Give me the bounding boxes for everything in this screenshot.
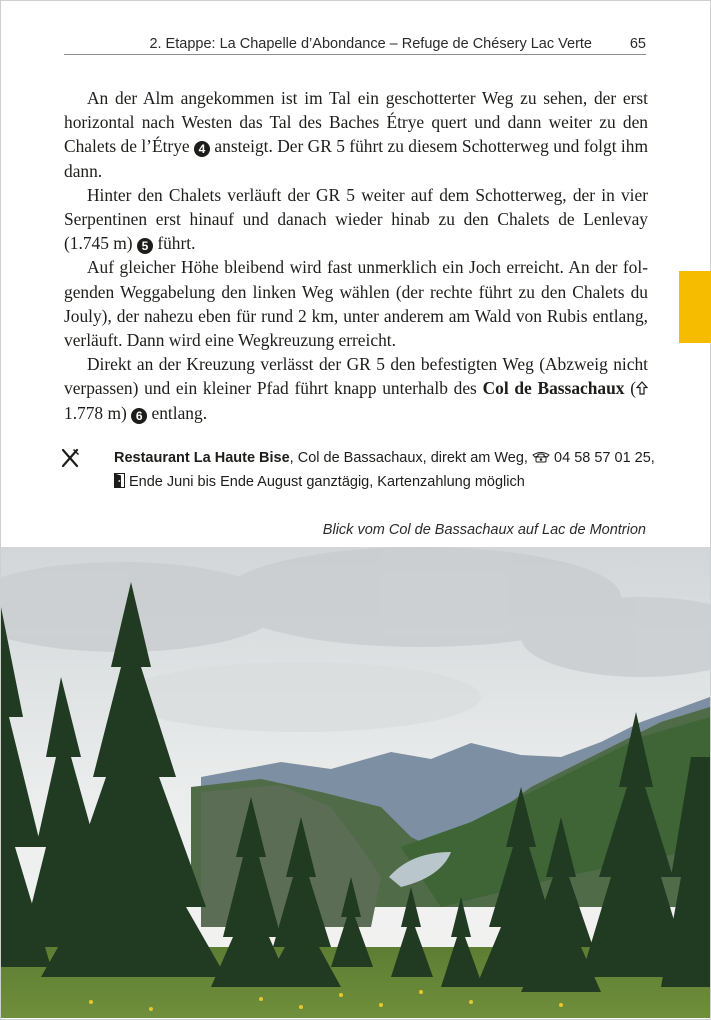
paragraph [64, 183, 648, 256]
info-line-1 [114, 446, 660, 470]
paragraph-text: führt. [157, 233, 196, 254]
paragraph [64, 86, 648, 183]
waypoint-marker: 5 [137, 238, 153, 254]
paragraph-text: Hinter den Chalets verläuft der GR 5 weiter auf dem Schotterweg, der in vier Serpentinen erst hinauf und danach wieder hinab zu den Chalets de Lenlevay (1.745 m) [64, 184, 648, 254]
info-line-2 [114, 470, 660, 494]
waypoint-marker: 4 [194, 141, 210, 157]
paragraph-text: ansteigt. Der GR 5 führt zu diesem Schotterweg und folgt ihm dann. [64, 136, 648, 181]
paragraph-text: Direkt an der Kreuzung verlässt der GR 5 den befestigten Weg (Abzweig nicht verpassen) und ein kleiner Pfad führt knapp unterhalb des [64, 354, 648, 399]
body-text [64, 86, 648, 425]
chapter-tab [679, 271, 711, 343]
photo-caption: Blick vom Col de Bassachaux auf Lac de Montrion [322, 522, 646, 538]
paren-open: ( [630, 378, 636, 399]
phone-icon [532, 451, 550, 463]
pass-name: Col de Bassachaux [482, 378, 625, 399]
paragraph-text: entlang. [151, 402, 208, 423]
landscape-illustration [1, 547, 710, 1018]
opening-hours-door-icon [114, 473, 125, 488]
paragraph-text: An der Alm angekommen ist im Tal ein geschotterter Weg zu sehen, der erst horizontal nach Westen das Tal des Baches Étrye quert und dann weiter zu den Chalets de l’Étrye [64, 88, 648, 157]
phone-number: 04 58 57 01 25, [554, 450, 655, 466]
restaurant-details: , Col de Bassachaux, direkt am Weg, [289, 450, 528, 466]
chapter-title: 2. Etappe: La Chapelle d’Abondance – Refuge de Chésery Lac Verte [149, 36, 592, 52]
opening-hours: Ende Juni bis Ende August ganztägig, Kartenzahlung möglich [129, 474, 525, 490]
waypoint-marker: 6 [131, 408, 147, 424]
cutlery-icon [60, 448, 80, 468]
paragraph [64, 352, 648, 425]
landscape-photo [1, 547, 710, 1018]
running-header [64, 34, 646, 55]
paragraph: Auf gleicher Höhe bleibend wird fast unmerklich ein Joch erreicht. An der folgenden Weggabelung den linken Weg wählen (der rechte führt zu den Chalets du Jouly), der nahezu eben für rund 2 km, unter anderem am Wald von Rubis entlang, verläuft. Dann wird eine Wegkreuzung erreicht. [64, 257, 648, 351]
altitude-arrow-icon [636, 381, 648, 395]
page-number: 65 [629, 36, 646, 52]
altitude-value: 1.778 m) [64, 402, 127, 423]
restaurant-name: Restaurant La Haute Bise [114, 450, 290, 466]
